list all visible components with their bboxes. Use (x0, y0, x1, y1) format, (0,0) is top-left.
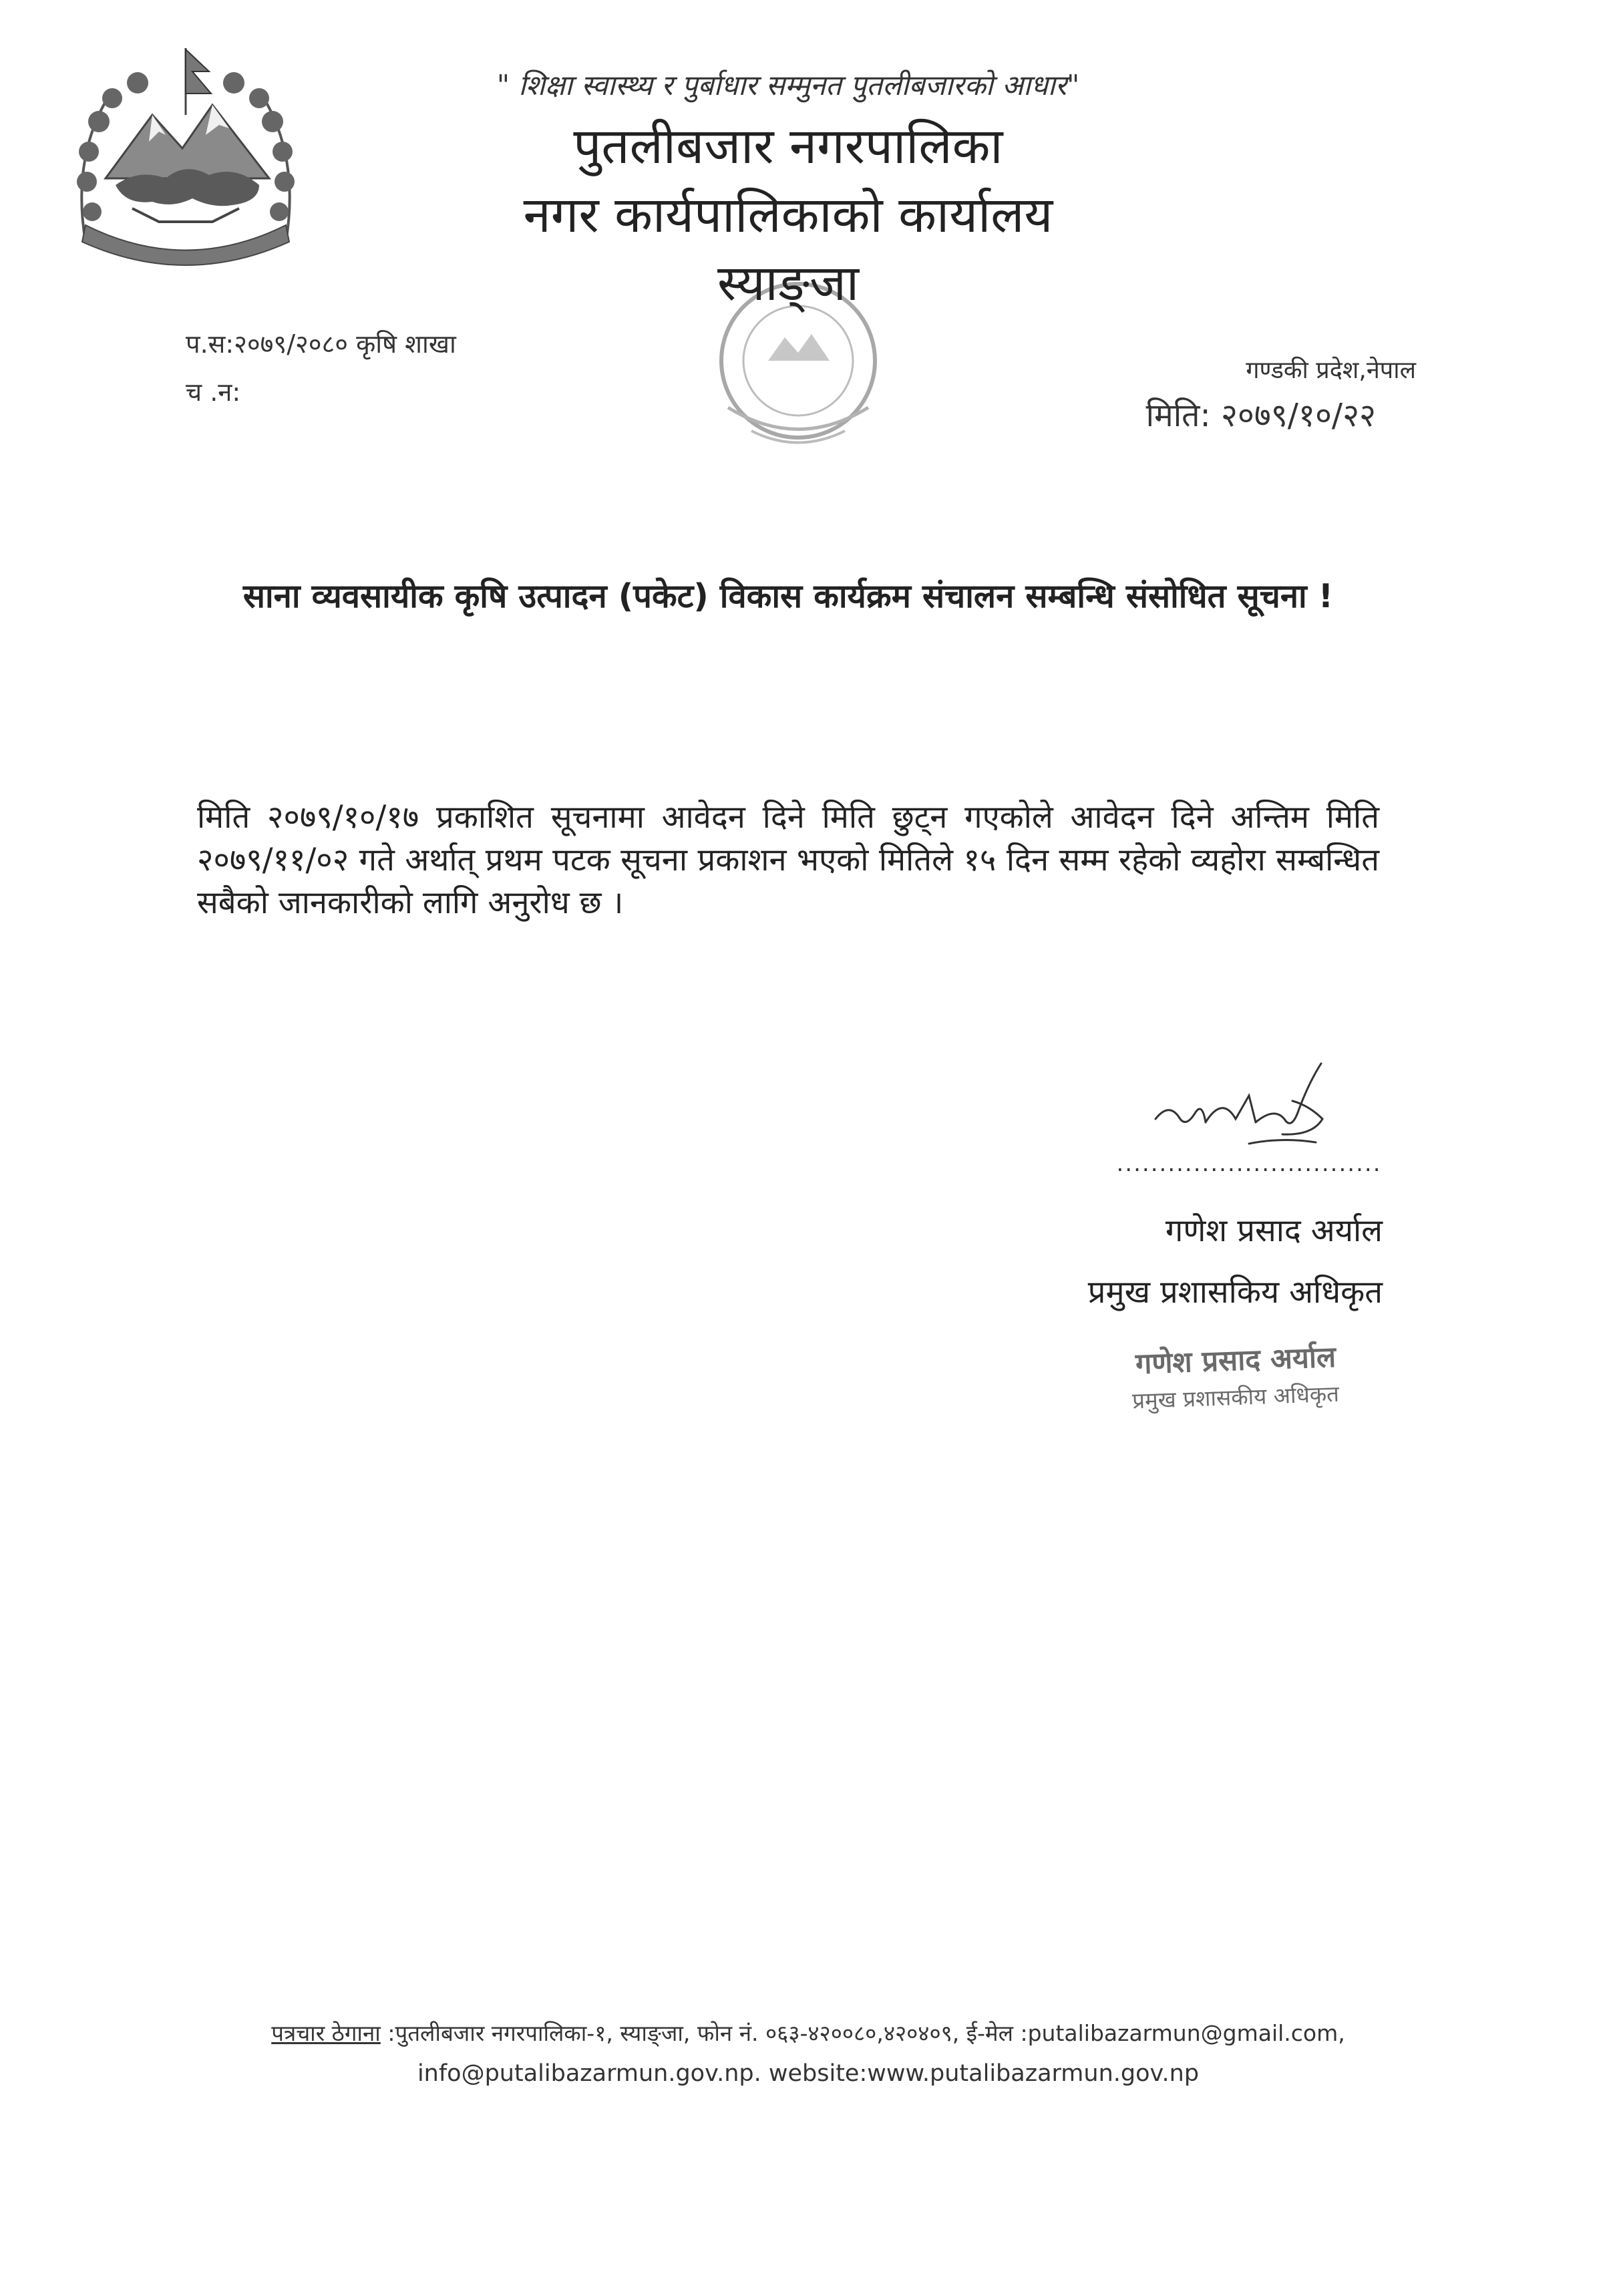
name-stamp: गणेश प्रसाद अर्याल (1135, 1340, 1336, 1381)
designation-stamp: प्रमुख प्रशासकीय अधिकृत (1131, 1380, 1340, 1414)
district-name: स्याङ्जा (717, 255, 860, 312)
municipal-motto: " शिक्षा स्वास्थ्य र पुर्बाधार सम्मुनत पुतलीबजारको आधार" (496, 69, 1080, 102)
footer-contact: info@putalibazarmun.gov.np. website:www.putalibazarmun.gov.np (417, 2060, 1200, 2087)
letter-date: मिति: २०७९/१०/२२ (1145, 397, 1376, 434)
footer-address-text: :पुतलीबजार नगरपालिका-१, स्याङ्जा, फोन नं. ०६३-४२००८०,४२०४०९, ई-मेल :putalibazarmun@gmail.com, (380, 2020, 1345, 2046)
footer-address (200, 2017, 1416, 2047)
office-name: नगर कार्यपालिकाको कार्यालय (523, 186, 1053, 244)
signer-title: प्रमुख प्रशासकिय अधिकृत (1087, 1274, 1383, 1311)
signer-name: गणेश प्रसाद अर्याल (1165, 1212, 1383, 1249)
notice-body: मिति २०७९/१०/१७ प्रकाशित सूचनामा आवेदन दिने मिति छुट्न गएकोले आवेदन दिने अन्तिम मिति २०७९/११/०२ गते अर्थात् प्रथम पटक सूचना प्रकाशन भएको मितिले १५ दिन सम्म रहेको व्यहोरा सम्बन्धित सबैको जानकारीको लागि अनुरोध छ । (197, 799, 1379, 921)
signature-line: ............................... (1116, 1150, 1382, 1177)
nepal-emblem-icon (59, 41, 313, 272)
dispatch-number: च .न: (186, 377, 241, 407)
footer-address-label: पत्रचार ठेगाना (271, 2020, 381, 2046)
reference-number: प.स:२०७९/२०८० कृषि शाखा (186, 329, 456, 359)
province-address: गण्डकी प्रदेश,नेपाल (1246, 357, 1416, 384)
municipality-name: पुतलीबजार नगरपालिका (573, 118, 1003, 175)
handwritten-signature-icon (1149, 1055, 1349, 1156)
notice-subject: साना व्यवसायीक कृषि उत्पादन (पकेट) विकास कार्यक्रम संचालन सम्बन्धि संसोधित सूचना ! (242, 577, 1334, 615)
